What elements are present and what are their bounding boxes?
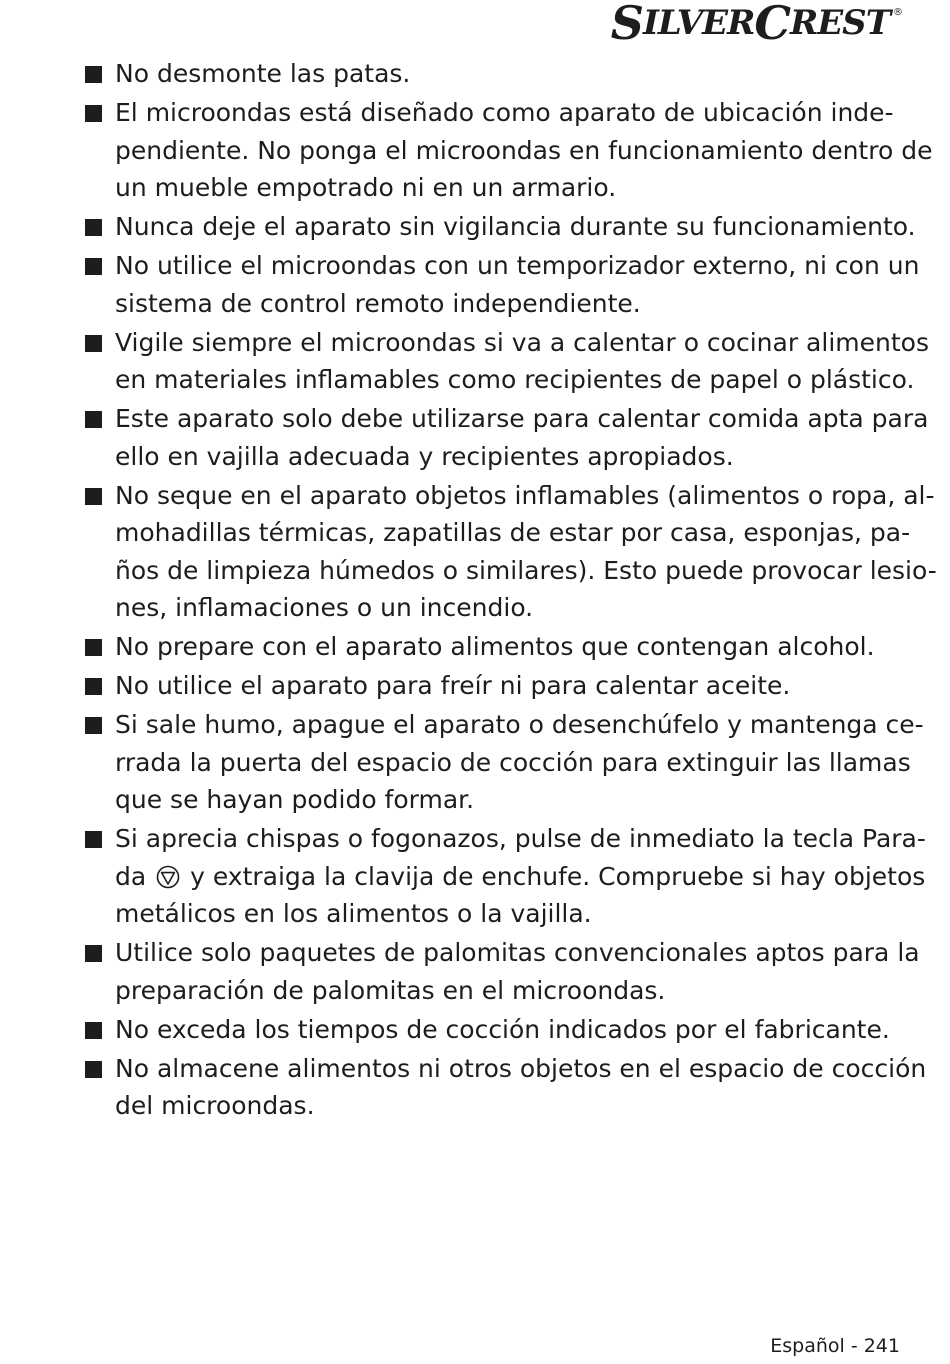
- list-item: [82, 208, 916, 246]
- item-line: El microondas está diseñado como aparato de ubicación inde-: [115, 98, 894, 127]
- item-line: ello en vajilla adecuada y recipientes apropiados.: [115, 441, 734, 471]
- item-line: No utilice el aparato para freír ni para calentar aceite.: [115, 671, 791, 700]
- item-line: pendiente. No ponga el microondas en funcionamiento dentro de: [115, 135, 933, 165]
- list-item: [82, 94, 933, 207]
- square-bullet-icon: [85, 411, 102, 428]
- item-line: en materiales inflamables como recipientes de papel o plástico.: [115, 365, 915, 394]
- list-item: [82, 247, 920, 322]
- item-line: No seque en el aparato objetos inflamables (alimentos o ropa, al-: [115, 480, 935, 510]
- list-item: [82, 934, 920, 1009]
- item-line: Si aprecia chispas o fogonazos, pulse de inmediato la tecla Para-: [115, 824, 926, 853]
- logo-letter-c: C: [754, 0, 790, 50]
- square-bullet-icon: [85, 258, 102, 275]
- item-line: sistema de control remoto independiente.: [115, 288, 641, 318]
- list-item: [82, 820, 926, 933]
- square-bullet-icon: [85, 639, 102, 656]
- item-line: metálicos en los alimentos o la vajilla.: [115, 899, 592, 928]
- list-item: [82, 628, 902, 666]
- item-line-segment: y extraiga la clavija de enchufe. Compruebe si hay objetos: [182, 861, 926, 891]
- item-line: rrada la puerta del espacio de cocción para extinguir las llamas: [115, 747, 911, 777]
- item-line: preparación de palomitas en el microondas.: [115, 975, 666, 1005]
- list-item: [82, 667, 902, 705]
- list-item: [82, 400, 929, 475]
- item-line: No prepare con el aparato alimentos que contengan alcohol.: [115, 632, 875, 661]
- safety-instructions-list: [82, 55, 937, 1126]
- square-bullet-icon: [85, 219, 102, 236]
- item-line: Nunca deje el aparato sin vigilancia durante su funcionamiento.: [115, 212, 916, 241]
- square-bullet-icon: [85, 66, 102, 83]
- item-line: ños de limpieza húmedos o similares). Esto puede provocar lesio-: [115, 555, 937, 585]
- logo-letters-rest: REST: [789, 3, 890, 43]
- page-footer: Español - 241: [770, 1335, 900, 1357]
- square-bullet-icon: [85, 105, 102, 122]
- logo-letter-s: S: [610, 0, 644, 50]
- list-item: [82, 1050, 927, 1125]
- square-bullet-icon: [85, 717, 102, 734]
- item-line: un mueble empotrado ni en un armario.: [115, 173, 617, 202]
- item-line: No desmonte las patas.: [115, 59, 411, 88]
- item-line: No utilice el microondas con un temporizador externo, ni con un: [115, 251, 920, 280]
- registered-mark: ®: [893, 7, 902, 18]
- item-line: No exceda los tiempos de cocción indicados por el fabricante.: [115, 1014, 890, 1044]
- item-line-segment: da: [115, 861, 155, 891]
- list-item: [82, 1011, 902, 1049]
- item-line: No almacene alimentos ni otros objetos en el espacio de cocción: [115, 1053, 927, 1083]
- item-line: del microondas.: [115, 1091, 315, 1120]
- list-item: [82, 706, 924, 819]
- square-bullet-icon: [85, 488, 102, 505]
- item-line: Si sale humo, apague el aparato o desenchúfelo y mantenga ce-: [115, 710, 924, 739]
- item-line: [115, 858, 926, 896]
- item-line: Vigile siempre el microondas si va a calentar o cocinar alimentos: [115, 327, 929, 357]
- square-bullet-icon: [85, 1061, 102, 1078]
- square-bullet-icon: [85, 335, 102, 352]
- list-item: [82, 55, 902, 93]
- item-line: que se hayan podido formar.: [115, 785, 475, 814]
- list-item: [82, 477, 937, 627]
- list-item: [82, 324, 929, 399]
- item-line: Utilice solo paquetes de palomitas convencionales aptos para la: [115, 938, 920, 967]
- square-bullet-icon: [85, 1022, 102, 1039]
- item-line: nes, inflamaciones o un incendio.: [115, 593, 534, 622]
- square-bullet-icon: [85, 831, 102, 848]
- logo-letters-ilver: ILVER: [643, 3, 755, 43]
- silvercrest-logo: [610, 0, 902, 50]
- stop-key-icon: [156, 865, 180, 889]
- item-line: mohadillas térmicas, zapatillas de estar por casa, esponjas, pa-: [115, 518, 911, 547]
- square-bullet-icon: [85, 678, 102, 695]
- item-line: Este aparato solo debe utilizarse para calentar comida apta para: [115, 404, 929, 433]
- square-bullet-icon: [85, 945, 102, 962]
